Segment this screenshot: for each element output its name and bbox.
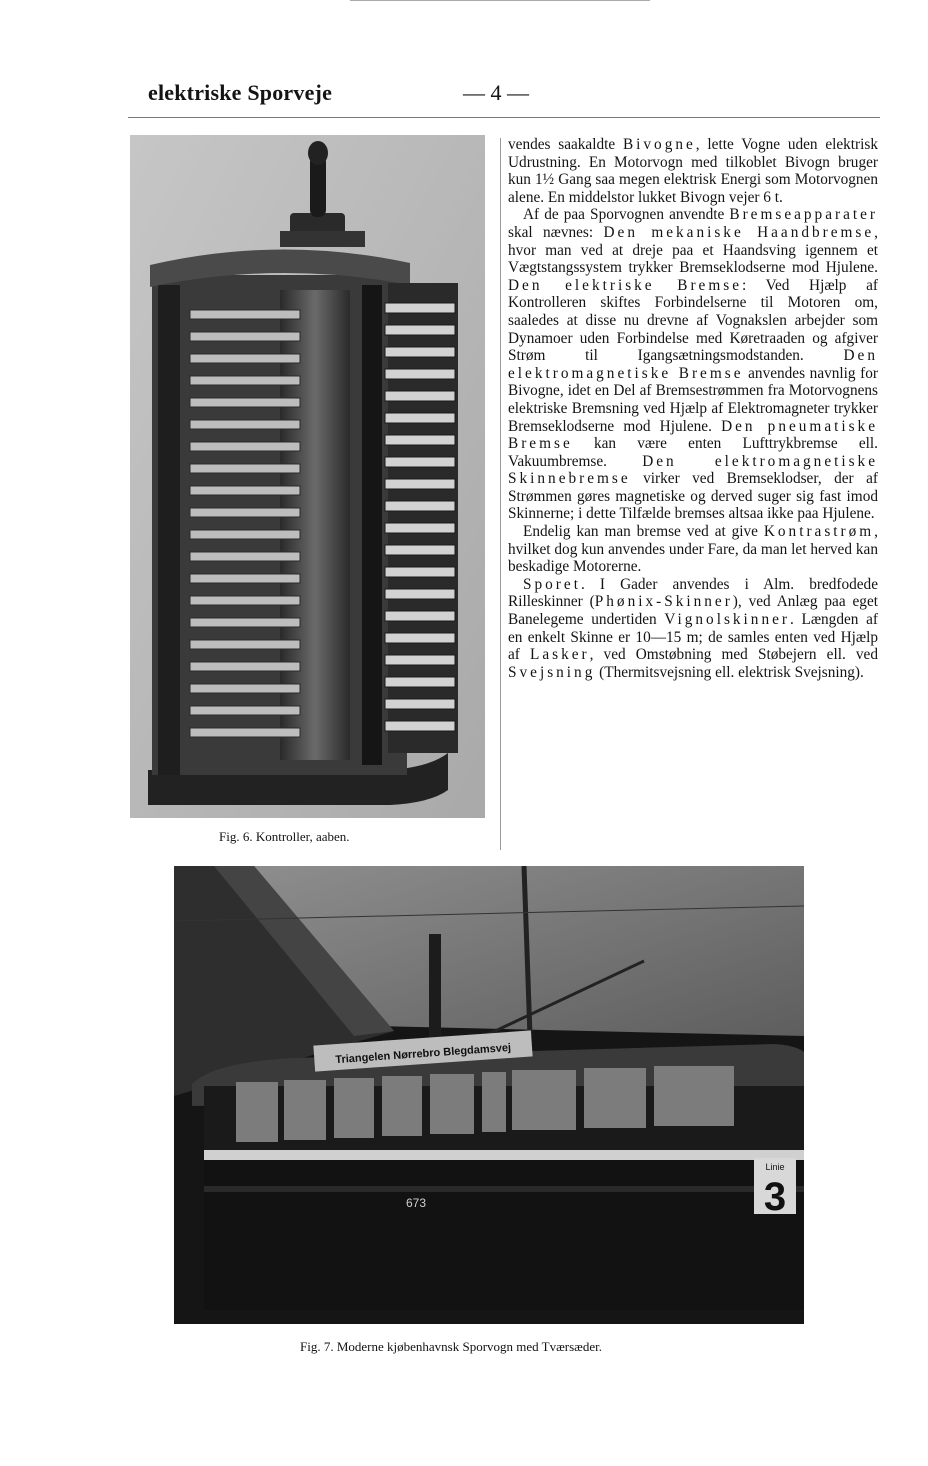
- spaced-term: Sporet: [523, 575, 581, 593]
- page-number: — 4 —: [463, 80, 529, 105]
- spaced-term: Svejsning: [508, 663, 596, 681]
- spaced-term: Bivogne: [622, 136, 696, 153]
- figure-7-tram-photo: [174, 866, 804, 1324]
- running-title: elektriske Sporveje: [148, 80, 333, 105]
- paragraph-sporet: Sporet. I Gader anvendes i Alm. bredfodede Rilleskinner (Phønix-Skinner), ved Anlæg paa eget Banelegeme undertiden Vignolskinner. Længden af en enkelt Skinne er 10—15 m; de samles enten ved Hjælp af Lasker, ved Omstøbning med Støbejern ell. ved Svejsning (Thermitsvejsning ell. elektrisk Svejsning).: [508, 575, 878, 681]
- spaced-term: Den elektriske Bremse: [508, 276, 742, 294]
- spaced-term: Den pneumatiske Bremse: [508, 417, 878, 453]
- top-edge-rule: [350, 0, 650, 1]
- paragraph-bivogne: vendes saakaldte Bivogne, lette Vogne uden elektrisk Udrustning. En Motorvogn med tilkoblet Bivogn bruger kun 1½ Gang saa megen elektrisk Energi som Motorvognen alene. En middelstor lukket Bivogn vejer 6 t.: [508, 136, 878, 206]
- figure-6-controller-photo: [130, 135, 485, 818]
- spaced-term: Den elektromagnetiske Bremse: [508, 347, 878, 382]
- paragraph-bremseapparater: Af de paa Sporvognen anvendte Bremseapparater skal nævnes: Den mekaniske Haandbremse, hvor man ved at dreje paa et Haandsving igennem et Vægtstangssystem trykker Bremseklodserne mod Hjulene. Den elektriske Bremse: Ved Hjælp af Kontrolleren skiftes Forbindelserne til Motoren om, saaledes at disse nu drevne af Vognakslen arbejder som Dynamoer uden Forbindelse med Køretraaden og afgiver Strøm til Igangsætningsmodstanden. Den elektromagnetiske Bremse anvendes navnlig for Bivogne, idet en Del af Bremsestrømmen fra Motorvognens elektriske Bremsning ved Hjælp af Elektromagneter trykker Bremseklodserne mod Hjulene. Den pneumatiske Bremse kan være enten Lufttrykbremse ell. Vakuumbremse. Den elektromagnetiske Skinnebremse virker ved Bremseklodser, der af Strømmen gøres magnetiske og derved suger sig fast imod Skinnerne; i dette Tilfælde bremses altsaa ikke paa Hjulene.: [508, 206, 879, 523]
- spaced-term: Den mekaniske Haandbremse: [603, 223, 875, 241]
- spaced-term: Lasker: [530, 646, 590, 664]
- spaced-term: Bremseapparater: [729, 206, 878, 224]
- column-margin-rule: [500, 138, 501, 850]
- line-label: Linie: [765, 1162, 785, 1172]
- paragraph-kontrastrom: Endelig kan man bremse ved at give Kontrastrøm, hvilket dog kun anvendes under Fare, da man let herved kan beskadige Motorerne.: [508, 523, 878, 576]
- figure-7-caption: Fig. 7. Moderne kjøbenhavnsk Sporvogn med Tværsæder.: [300, 1339, 602, 1354]
- car-number: 673: [406, 1196, 427, 1210]
- header-rule: [128, 117, 880, 118]
- body-text-column: [508, 136, 878, 681]
- controller-photo-icon: [130, 135, 485, 818]
- line-number: 3: [763, 1175, 787, 1219]
- destination-sign-text: Triangelen Nørrebro Blegdamsvej: [334, 1041, 512, 1067]
- spaced-term: Vignolskinner: [664, 611, 790, 629]
- spaced-term: Kontrastrøm: [763, 523, 875, 541]
- spaced-term: Phønix-Skinner: [594, 593, 733, 611]
- figure-6-caption: Fig. 6. Kontroller, aaben.: [219, 829, 350, 844]
- spaced-term: Den elektromagnetiske Skinnebremse: [508, 452, 878, 488]
- tram-photo-icon: [174, 866, 804, 1324]
